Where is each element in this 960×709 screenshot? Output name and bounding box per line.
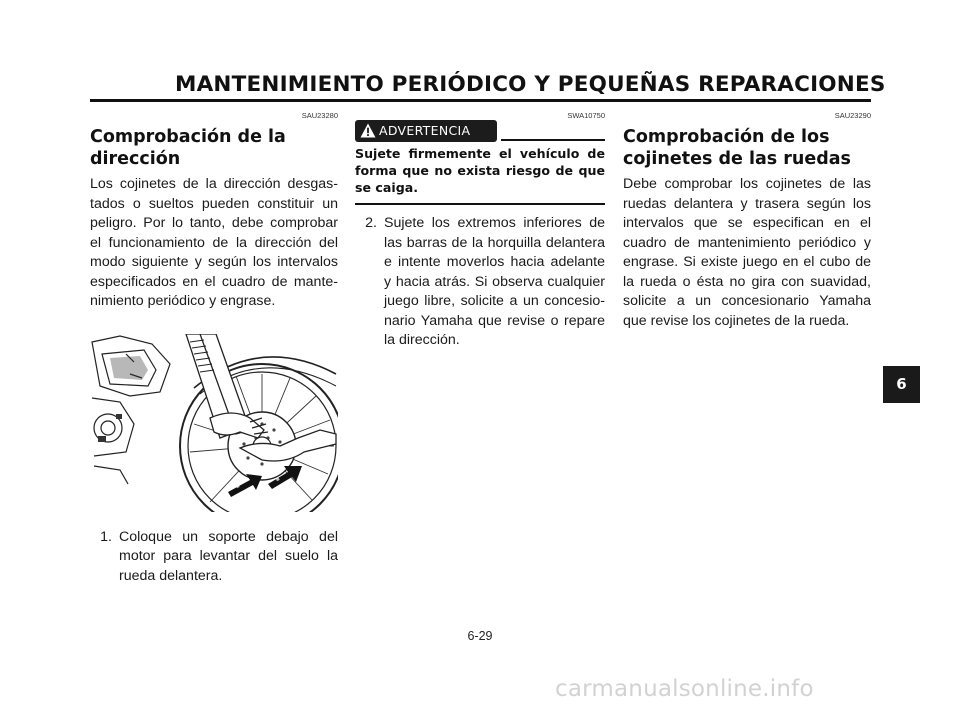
warning-triangle-icon — [360, 123, 376, 138]
section-title-steering — [90, 126, 338, 170]
page-header-title: MANTENIMIENTO PERIÓDICO Y PEQUEÑAS REPARACIONES — [175, 72, 886, 97]
step-1-text: Coloque un soporte debajo del motor para levantar del suelo la rueda delantera. — [119, 528, 338, 584]
section-title-line1: Comprobación de la — [90, 127, 286, 147]
step-2-text: Sujete los extremos inferiores de las barras de la horquilla delantera e intente moverlos hacia adelante y hacia atrás. Si observa cualquier juego libre, solicite a un concesio-nario Yamaha que revise o repare la dirección. — [384, 215, 605, 348]
warning-code: SWA10750 — [567, 111, 605, 120]
warning-bottom-rule — [355, 203, 605, 205]
column-steering-steps — [355, 214, 605, 351]
step-1-number: 1. — [100, 528, 112, 545]
step-2-number: 2. — [365, 215, 377, 231]
column-steering-check — [90, 110, 338, 586]
front-wheel-illustration — [90, 334, 338, 512]
step-2 — [355, 214, 605, 351]
page-number: 6-29 — [467, 629, 493, 643]
section-title-line2: dirección — [90, 149, 181, 169]
warning-badge — [355, 120, 497, 142]
wheel-bearings-paragraph: Debe comprobar los cojinetes de las ruedas delantera y trasera según los intervalos que se especifican en el cuadro de mantenimiento periódico y engrase. Si existe juego en el cubo de la rueda o ésta no gira con suavidad, solicite a un concesionario Yamaha que revise los cojinetes de la rueda. — [623, 176, 871, 329]
header-rule — [90, 99, 871, 102]
chapter-tab[interactable]: 6 — [883, 366, 920, 403]
steering-paragraph: Los cojinetes de la dirección desgas-tados o sueltos pueden constituir un peligro. Por lo tanto, debe comprobar el funcionamiento de la dirección del modo siguiente y según los intervalos especificados en el cuadro de mante-nimiento periódico y engrase. — [90, 176, 338, 309]
section-title-wheel-bearings — [623, 126, 871, 170]
section-title-line1: Comprobación de los — [623, 127, 830, 147]
warning-header-rule — [501, 139, 605, 141]
front-wheel-drawing — [90, 334, 338, 512]
section-code: SAU23280 — [301, 111, 338, 120]
warning-header — [355, 120, 605, 142]
section-code: SAU23290 — [834, 111, 871, 120]
step-1 — [90, 528, 338, 587]
watermark: carmanualsonline.info — [555, 676, 814, 702]
warning-label: ADVERTENCIA — [379, 123, 471, 138]
warning-text: Sujete firmemente el vehículo de forma que no exista riesgo de que se caiga. — [355, 146, 605, 195]
section-title-line2: cojinetes de las ruedas — [623, 149, 851, 169]
column-wheel-bearings — [623, 110, 871, 331]
